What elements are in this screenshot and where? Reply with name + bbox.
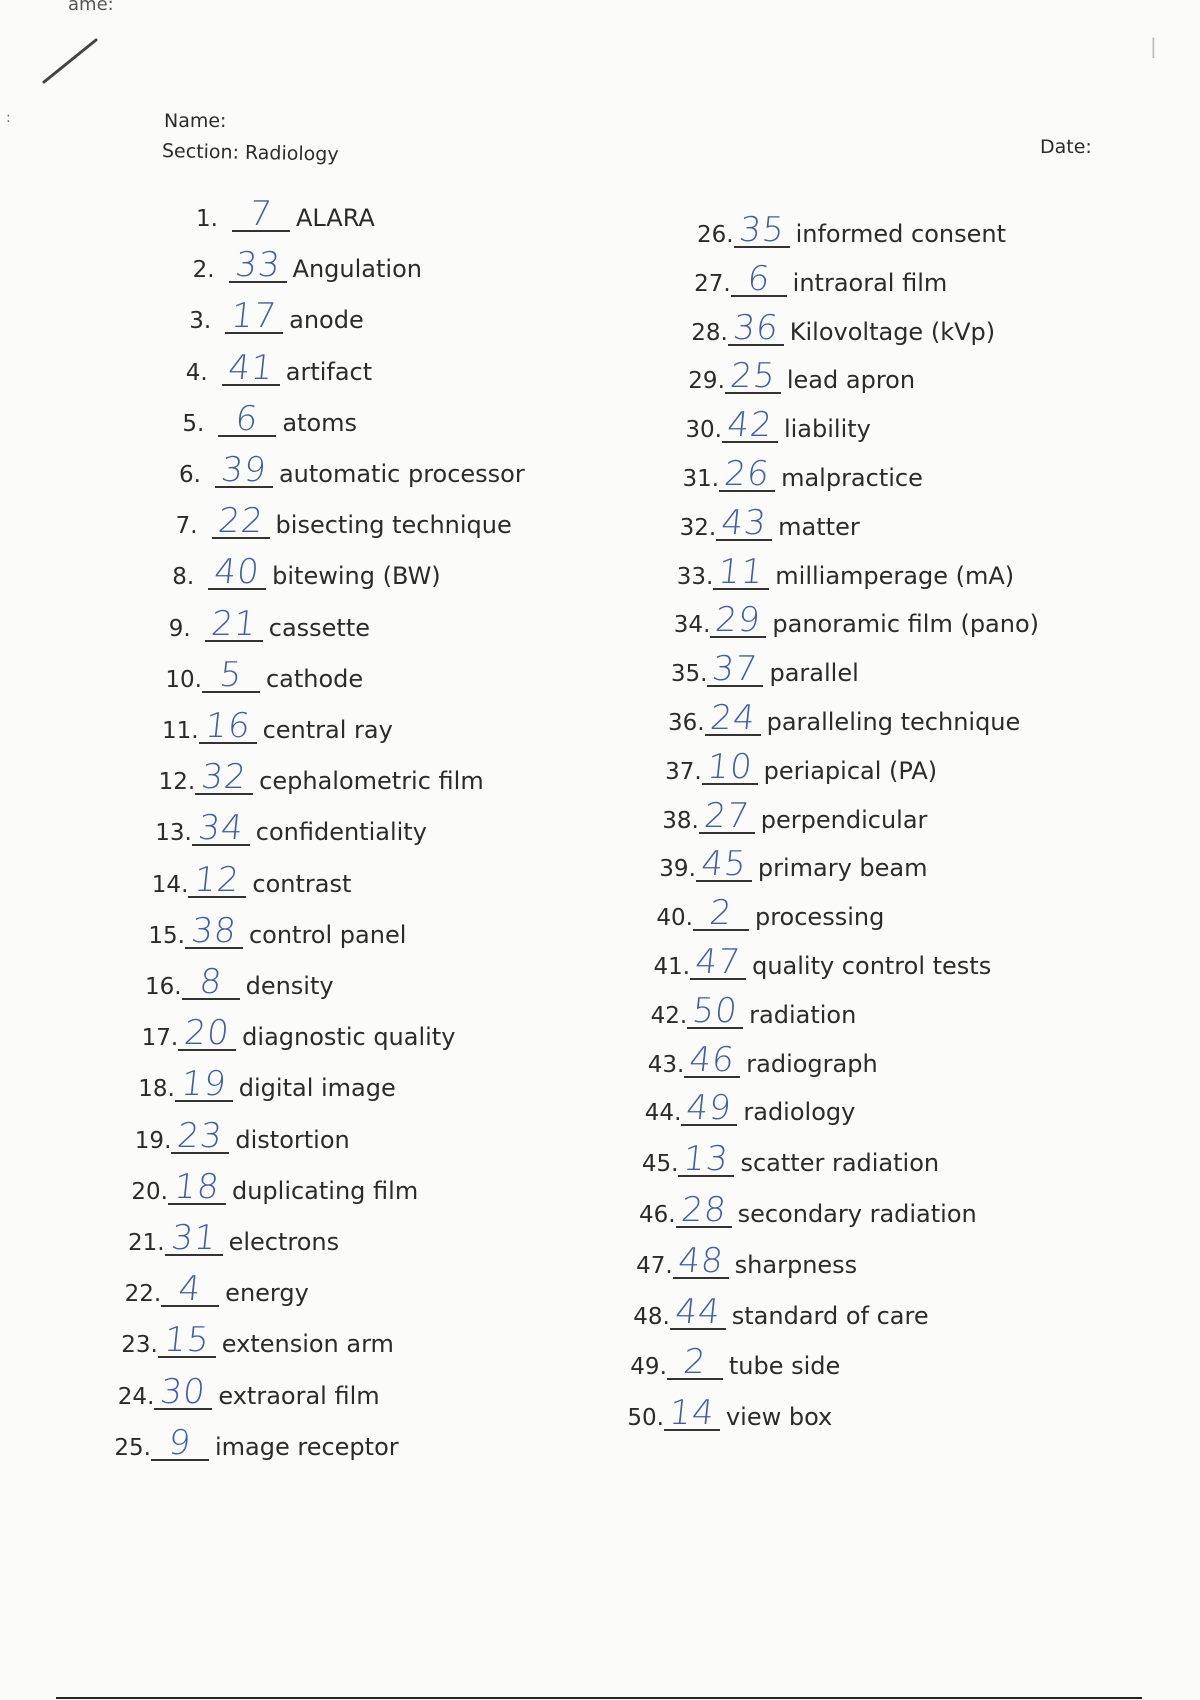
term-label: extraoral film: [218, 1381, 380, 1410]
answer-blank[interactable]: [178, 1013, 236, 1054]
handwritten-answer: 24: [707, 698, 758, 738]
answer-blank[interactable]: [168, 1166, 226, 1207]
term-label: automatic processor: [278, 460, 525, 488]
matching-item: [697, 208, 1006, 248]
handwritten-answer: 12: [192, 859, 243, 900]
item-number: 6.: [179, 462, 201, 488]
answer-blank[interactable]: [208, 552, 266, 593]
matching-item: [121, 1318, 394, 1361]
term-label: view box: [725, 1403, 833, 1432]
item-number: 46.: [639, 1202, 676, 1228]
term-label: cassette: [268, 613, 371, 642]
handwritten-answer: 38: [189, 910, 239, 951]
term-label: cathode: [265, 664, 364, 693]
matching-item: [114, 1421, 398, 1461]
date-label: Date:: [1040, 136, 1092, 158]
term-label: duplicating film: [231, 1176, 419, 1205]
matching-item: [158, 755, 484, 798]
matching-item: [694, 257, 947, 297]
answer-blank[interactable]: [728, 307, 784, 348]
item-number: 14.: [151, 871, 189, 898]
item-number: 21.: [128, 1230, 165, 1256]
matching-item: [162, 704, 393, 744]
matching-item: [175, 499, 512, 542]
term-label: quality control tests: [752, 952, 992, 980]
matching-item: [633, 1290, 928, 1330]
term-label: extension arm: [221, 1330, 394, 1359]
item-number: 37.: [665, 758, 702, 785]
matching-item: [688, 354, 916, 397]
handwritten-answer: 47: [693, 942, 743, 982]
matching-item: [192, 243, 422, 286]
handwritten-answer: 36: [731, 307, 781, 348]
answer-blank[interactable]: [690, 942, 746, 982]
handwritten-answer: 43: [719, 502, 769, 543]
matching-item: [152, 858, 352, 898]
answer-blank[interactable]: [676, 1190, 732, 1230]
handwritten-answer: 2: [681, 1342, 709, 1383]
answer-blank[interactable]: [722, 405, 778, 446]
matching-item: [691, 306, 995, 346]
matching-item: [683, 452, 923, 492]
item-number: 22.: [124, 1281, 162, 1308]
handwritten-answer: 32: [199, 757, 249, 798]
item-number: 27.: [694, 270, 731, 297]
answer-blank[interactable]: [667, 1342, 723, 1383]
term-label: ALARA: [295, 204, 375, 232]
answer-blank[interactable]: [705, 698, 761, 738]
handwritten-answer: 44: [673, 1291, 723, 1332]
edge-mark: |: [1150, 34, 1157, 58]
handwritten-answer: 4: [176, 1269, 204, 1310]
answer-blank[interactable]: [693, 893, 749, 934]
answer-blank[interactable]: [673, 1240, 729, 1281]
item-number: 32.: [679, 514, 717, 541]
item-number: 38.: [662, 807, 699, 834]
term-label: confidentiality: [255, 818, 427, 847]
term-label: milliamperage (mA): [775, 561, 1015, 590]
item-number: 29.: [688, 368, 725, 395]
handwritten-answer: 33: [232, 245, 283, 286]
handwritten-answer: 10: [704, 746, 755, 787]
answer-blank[interactable]: [158, 1320, 216, 1361]
item-number: 36.: [668, 710, 705, 736]
answer-blank[interactable]: [670, 1291, 726, 1332]
matching-item: [165, 653, 363, 693]
term-label: informed consent: [795, 220, 1007, 248]
matching-item: [651, 989, 857, 1029]
item-number: 12.: [158, 769, 196, 796]
term-label: panoramic film (pano): [772, 610, 1040, 639]
handwritten-answer: 37: [710, 649, 761, 690]
matching-item: [654, 940, 992, 980]
item-number: 16.: [145, 974, 182, 1000]
answer-blank[interactable]: [205, 603, 263, 644]
term-label: Angulation: [292, 255, 422, 284]
item-number: 40.: [656, 905, 693, 932]
answer-blank[interactable]: [681, 1088, 737, 1129]
answer-blank[interactable]: [232, 194, 290, 234]
item-number: 49.: [630, 1354, 667, 1381]
matching-item: [148, 909, 406, 949]
item-number: 47.: [636, 1252, 673, 1279]
answer-blank[interactable]: [222, 347, 280, 388]
item-number: 28.: [691, 319, 728, 346]
handwritten-answer: 26: [722, 454, 772, 494]
answer-blank[interactable]: [182, 962, 240, 1002]
term-label: sharpness: [734, 1250, 858, 1279]
term-label: cephalometric film: [259, 767, 484, 796]
answer-blank[interactable]: [678, 1139, 734, 1180]
matching-item: [179, 448, 525, 488]
answer-blank[interactable]: [185, 910, 243, 951]
handwritten-answer: 17: [229, 296, 279, 337]
term-label: perpendicular: [760, 805, 928, 834]
handwritten-answer: 6: [233, 398, 261, 439]
item-number: 41.: [653, 954, 691, 980]
margin-mark: :: [6, 110, 11, 126]
handwritten-answer: 45: [699, 844, 749, 885]
item-number: 4.: [185, 359, 208, 386]
answer-blank[interactable]: [699, 795, 755, 836]
handwritten-answer: 16: [202, 706, 253, 746]
answer-blank[interactable]: [696, 844, 752, 885]
matching-item: [668, 696, 1020, 736]
handwritten-answer: 30: [158, 1371, 209, 1412]
answer-blank[interactable]: [710, 600, 766, 641]
matching-item: [641, 1137, 940, 1180]
matching-item: [670, 647, 859, 690]
item-number: 2.: [192, 257, 215, 284]
answer-blank[interactable]: [151, 1422, 209, 1463]
term-label: distortion: [235, 1125, 350, 1154]
answer-blank[interactable]: [154, 1371, 212, 1412]
item-number: 45.: [641, 1151, 679, 1178]
handwritten-answer: 48: [675, 1240, 726, 1281]
matching-item: [141, 1011, 456, 1054]
answer-blank[interactable]: [664, 1393, 720, 1434]
item-number: 11.: [162, 718, 199, 744]
matching-item: [662, 794, 927, 834]
item-number: 13.: [155, 820, 192, 847]
handwritten-answer: 8: [197, 962, 224, 1002]
term-label: radiograph: [746, 1049, 878, 1078]
corner-text: ame:: [68, 0, 114, 15]
term-label: radiation: [749, 1000, 857, 1029]
handwritten-answer: 49: [684, 1088, 735, 1129]
answer-blank[interactable]: [707, 649, 763, 690]
answer-blank[interactable]: [225, 296, 283, 337]
item-number: 39.: [659, 856, 696, 883]
handwritten-answer: 2: [707, 893, 735, 934]
item-number: 43.: [647, 1051, 685, 1078]
matching-item: [128, 1216, 339, 1256]
section-label: Section: Radiology: [161, 140, 339, 166]
item-number: 48.: [633, 1303, 670, 1330]
term-label: parallel: [769, 659, 859, 688]
matching-item: [659, 842, 928, 885]
item-number: 30.: [685, 417, 722, 444]
term-label: paralleling technique: [766, 708, 1021, 736]
handwritten-answer: 31: [168, 1218, 219, 1258]
name-label: Name:: [164, 110, 227, 132]
handwritten-answer: 25: [728, 356, 778, 397]
handwritten-answer: 27: [702, 795, 752, 836]
handwritten-answer: 29: [713, 600, 764, 641]
item-number: 24.: [117, 1383, 155, 1410]
term-label: atoms: [282, 408, 358, 437]
item-number: 50.: [627, 1405, 664, 1432]
matching-item: [169, 602, 370, 642]
item-number: 9.: [168, 615, 191, 642]
handwritten-answer: 11: [716, 551, 766, 592]
answer-blank[interactable]: [716, 502, 772, 543]
answer-blank[interactable]: [195, 757, 253, 798]
matching-item: [135, 1114, 350, 1154]
answer-blank[interactable]: [684, 1039, 740, 1080]
term-label: digital image: [238, 1074, 396, 1103]
term-label: malpractice: [781, 464, 923, 492]
handwritten-answer: 6: [745, 258, 773, 299]
item-number: 17.: [141, 1025, 179, 1052]
term-label: bisecting technique: [275, 511, 512, 540]
term-label: diagnostic quality: [242, 1023, 456, 1052]
handwritten-answer: 14: [667, 1393, 717, 1434]
term-label: anode: [289, 306, 364, 335]
item-number: 1.: [196, 206, 218, 232]
answer-blank[interactable]: [229, 245, 287, 286]
matching-item: [155, 806, 427, 849]
item-number: 26.: [697, 222, 734, 248]
item-number: 31.: [682, 466, 720, 492]
handwritten-answer: 34: [196, 808, 246, 849]
term-label: standard of care: [731, 1301, 929, 1330]
term-label: processing: [754, 903, 885, 932]
item-number: 7.: [175, 513, 198, 540]
matching-item: [118, 1370, 380, 1410]
matching-item: [685, 403, 871, 446]
handwritten-answer: 13: [681, 1139, 732, 1180]
item-number: 18.: [138, 1076, 175, 1103]
term-label: matter: [778, 512, 860, 541]
answer-blank[interactable]: [212, 501, 270, 542]
answer-blank[interactable]: [199, 706, 257, 746]
answer-blank[interactable]: [734, 210, 790, 250]
handwritten-answer: 21: [209, 603, 259, 644]
item-number: 23.: [121, 1332, 158, 1359]
term-label: scatter radiation: [740, 1149, 940, 1178]
handwritten-answer: 22: [215, 501, 266, 542]
item-number: 34.: [673, 612, 711, 639]
item-number: 33.: [676, 563, 714, 590]
term-label: energy: [225, 1279, 309, 1308]
term-label: electrons: [228, 1228, 340, 1256]
item-number: 19.: [134, 1127, 172, 1154]
handwritten-answer: 42: [725, 405, 775, 446]
answer-blank[interactable]: [188, 859, 246, 900]
item-number: 44.: [644, 1100, 682, 1127]
answer-blank[interactable]: [165, 1218, 223, 1258]
term-label: bitewing (BW): [272, 562, 441, 591]
item-number: 8.: [172, 564, 195, 591]
term-label: lead apron: [786, 366, 916, 395]
handwritten-answer: 18: [172, 1166, 222, 1207]
item-number: 42.: [650, 1002, 688, 1029]
answer-blank[interactable]: [171, 1115, 229, 1156]
item-number: 25.: [114, 1434, 151, 1461]
handwritten-answer: 35: [736, 210, 787, 250]
answer-blank[interactable]: [175, 1064, 233, 1105]
handwritten-answer: 15: [162, 1320, 212, 1361]
term-label: central ray: [262, 716, 393, 744]
term-label: periapical (PA): [763, 756, 938, 785]
pen-stroke-mark: [40, 36, 100, 86]
answer-blank[interactable]: [731, 258, 787, 299]
answer-blank[interactable]: [713, 551, 769, 592]
answer-blank[interactable]: [161, 1269, 219, 1310]
item-number: 35.: [670, 661, 708, 688]
matching-item: [673, 598, 1040, 641]
bottom-rule: [56, 1697, 1142, 1699]
matching-item: [680, 501, 860, 541]
handwritten-answer: 9: [166, 1422, 194, 1463]
matching-item: [636, 1239, 857, 1279]
handwritten-answer: 20: [182, 1013, 232, 1054]
term-label: image receptor: [214, 1432, 399, 1461]
term-label: tube side: [728, 1352, 841, 1381]
term-label: control panel: [248, 920, 407, 949]
handwritten-answer: 39: [219, 450, 269, 490]
answer-blank[interactable]: [218, 398, 276, 439]
term-label: artifact: [285, 357, 373, 386]
matching-item: [656, 891, 885, 934]
answer-blank[interactable]: [687, 990, 743, 1031]
term-label: secondary radiation: [737, 1200, 977, 1228]
answer-blank[interactable]: [725, 356, 781, 397]
handwritten-answer: 5: [217, 654, 245, 695]
matching-item: [124, 1267, 309, 1310]
matching-item: [644, 1086, 856, 1129]
handwritten-answer: 28: [678, 1190, 729, 1230]
term-label: contrast: [252, 869, 352, 898]
matching-item: [196, 192, 375, 232]
matching-item: [189, 294, 364, 337]
matching-item: [630, 1340, 841, 1383]
answer-blank[interactable]: [702, 746, 758, 787]
handwritten-answer: 50: [690, 990, 740, 1031]
answer-blank[interactable]: [192, 808, 250, 849]
matching-item: [677, 550, 1014, 590]
handwritten-answer: 19: [179, 1064, 229, 1105]
answer-blank[interactable]: [719, 454, 775, 494]
answer-blank[interactable]: [215, 450, 273, 490]
matching-item: [182, 397, 357, 437]
term-label: density: [245, 972, 334, 1000]
item-number: 3.: [189, 308, 212, 335]
matching-item: [648, 1038, 878, 1078]
term-label: liability: [783, 415, 871, 444]
term-label: intraoral film: [792, 268, 948, 297]
matching-item: [639, 1188, 977, 1228]
term-label: radiology: [743, 1098, 856, 1127]
term-label: primary beam: [757, 854, 928, 883]
answer-blank[interactable]: [202, 654, 260, 695]
handwritten-answer: 46: [687, 1039, 737, 1080]
term-label: Kilovoltage (kVp): [789, 317, 996, 346]
matching-item: [172, 550, 441, 593]
handwritten-answer: 7: [247, 194, 275, 234]
handwritten-answer: 41: [226, 347, 276, 388]
matching-item: [131, 1165, 418, 1205]
matching-item: [138, 1062, 396, 1105]
item-number: 10.: [165, 666, 202, 693]
handwritten-answer: 40: [212, 552, 262, 593]
matching-item: [627, 1391, 833, 1434]
matching-item: [145, 960, 334, 1000]
matching-item: [665, 745, 937, 785]
item-number: 20.: [131, 1178, 168, 1205]
matching-item: [186, 346, 372, 386]
item-number: 15.: [148, 922, 185, 949]
handwritten-answer: 23: [175, 1115, 226, 1156]
item-number: 5.: [182, 410, 205, 437]
